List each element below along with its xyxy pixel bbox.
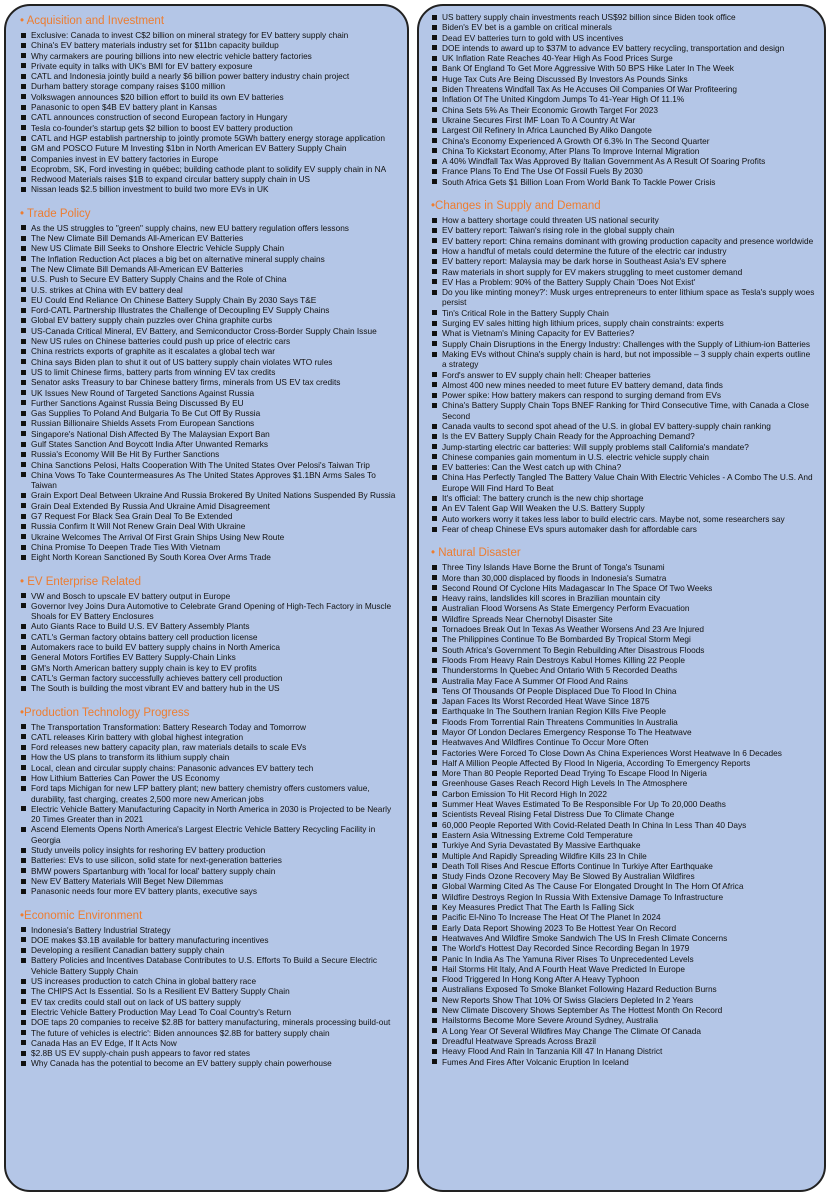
headline-item: Supply Chain Disruptions in the Energy Industry: Challenges with the Supply of Lithium-ion Batteries bbox=[431, 339, 816, 349]
headline-item: Local, clean and circular supply chains: Panasonic advances EV battery tech bbox=[20, 763, 401, 773]
headline-item: U.S. Push to Secure EV Battery Supply Chains and the Role of China bbox=[20, 274, 401, 284]
headline-item: Floods From Heavy Rain Destroys Kabul Homes Killing 22 People bbox=[431, 655, 816, 665]
headline-item: Key Measures Predict That The Earth Is Falling Sick bbox=[431, 902, 816, 912]
headline-item: Electric Vehicle Battery Production May Lead To Coal Country's Return bbox=[20, 1007, 401, 1017]
headline-item: Factories Were Forced To Close Down As China Experiences Worst Heatwave In 6 Decades bbox=[431, 748, 816, 758]
headline-item: Biden's EV bet is a gamble on critical minerals bbox=[431, 22, 816, 32]
production-technology-progress-section bbox=[20, 706, 401, 897]
headline-item: DOE taps 20 companies to receive $2.8B for battery manufacturing, minerals processing build-out bbox=[20, 1017, 401, 1027]
headline-item: Huge Tax Cuts Are Being Discussed By Investors As Pounds Sinks bbox=[431, 74, 816, 84]
headline-item: Half A Million People Affected By Flood In Nigeria, According To Emergency Reports bbox=[431, 758, 816, 768]
headline-item: EV battery report: Malaysia may be dark horse in Southeast Asia's EV sphere bbox=[431, 256, 816, 266]
headline-item: What is Vietnam's Mining Capacity for EV Batteries? bbox=[431, 328, 816, 338]
headline-item: Russia Confirm It Will Not Renew Grain Deal With Ukraine bbox=[20, 521, 401, 531]
headline-item: A 40% Windfall Tax Was Approved By Italian Government As A Result Of Soaring Profits bbox=[431, 156, 816, 166]
headline-item: Panasonic to open $4B EV battery plant in Kansas bbox=[20, 102, 401, 112]
headline-item: UK Inflation Rate Reaches 40-Year High As Food Prices Surge bbox=[431, 53, 816, 63]
headline-item: Multiple And Rapidly Spreading Wildfire Kills 23 In Chile bbox=[431, 851, 816, 861]
headline-item: US increases production to catch China in global battery race bbox=[20, 976, 401, 986]
headline-item: Canada Has an EV Edge, If It Acts Now bbox=[20, 1038, 401, 1048]
headline-item: Jump-starting electric car batteries: Will supply problems stall California's mandate? bbox=[431, 442, 816, 452]
section-heading: • Natural Disaster bbox=[431, 547, 521, 560]
headline-item: Ford releases new battery capacity plan, raw materials details to scale EVs bbox=[20, 742, 401, 752]
headline-item: Ukraine Welcomes The Arrival Of First Grain Ships Using New Route bbox=[20, 532, 401, 542]
headline-item: Bank Of England To Get More Aggressive With 50 BPS Hike Later In The Week bbox=[431, 63, 816, 73]
headline-item: Study Finds Ozone Recovery May Be Slowed By Australian Wildfires bbox=[431, 871, 816, 881]
headline-item: Tens Of Thousands Of People Displaced Due To Flood In China bbox=[431, 686, 816, 696]
headline-item: US battery supply chain investments reach US$92 billion since Biden took office bbox=[431, 12, 816, 22]
headline-item: It's official: The battery crunch is the new chip shortage bbox=[431, 493, 816, 503]
headline-item: Ecoprobm, SK, Ford investing in québec; building cathode plant to solidify EV supply chain in NA bbox=[20, 164, 401, 174]
headline-item: CATL's German factory successfully achieves battery cell production bbox=[20, 673, 401, 683]
headline-item: Power spike: How battery makers can respond to surging demand from EVs bbox=[431, 390, 816, 400]
headline-item: EV battery report: China remains dominant with growing production capacity and presence worldwide bbox=[431, 236, 816, 246]
headline-item: Australia May Face A Summer Of Flood And Rains bbox=[431, 676, 816, 686]
headline-item: More Than 80 People Reported Dead Trying To Escape Flood In Nigeria bbox=[431, 768, 816, 778]
headline-item: EV battery report: Taiwan's rising role in the global supply chain bbox=[431, 225, 816, 235]
headline-item: Russian Billionaire Shields Assets From European Sanctions bbox=[20, 418, 401, 428]
headline-item: CATL's German factory obtains battery cell production license bbox=[20, 632, 401, 642]
section-heading: •Economic Environment bbox=[20, 909, 143, 922]
headline-item: Heatwaves And Wildfire Smoke Sandwich The US In Fresh Climate Concerns bbox=[431, 933, 816, 943]
headline-item: Russia's Economy Will Be Hit By Further Sanctions bbox=[20, 449, 401, 459]
headline-item: Senator asks Treasury to bar Chinese battery firms, minerals from US EV tax credits bbox=[20, 377, 401, 387]
headline-item: Is the EV Battery Supply Chain Ready for the Approaching Demand? bbox=[431, 431, 816, 441]
headline-item: Heatwaves And Wildfires Continue To Occur More Often bbox=[431, 737, 816, 747]
headline-item: Developing a resilient Canadian battery supply chain bbox=[20, 945, 401, 955]
headline-item: The New Climate Bill Demands All-American EV Batteries bbox=[20, 233, 401, 243]
headline-item: Hail Storms Hit Italy, And A Fourth Heat Wave Predicted In Europe bbox=[431, 964, 816, 974]
headline-item: Largest Oil Refinery In Africa Launched By Aliko Dangote bbox=[431, 125, 816, 135]
headline-item: Nissan leads $2.5 billion investment to build two more EVs in UK bbox=[20, 184, 401, 194]
headline-item: Panic In India As The Yamuna River Rises To Unprecedented Levels bbox=[431, 954, 816, 964]
headline-item: Almost 400 new mines needed to meet future EV battery demand, data finds bbox=[431, 380, 816, 390]
headline-item: New US Climate Bill Seeks to Onshore Electric Vehicle Supply Chain bbox=[20, 243, 401, 253]
headline-item: US-Canada Critical Mineral, EV Battery, and Semiconductor Cross-Border Supply Chain Issue bbox=[20, 326, 401, 336]
headline-item: Panasonic needs four more EV battery plants, executive says bbox=[20, 886, 401, 896]
headline-item: Governor Ivey Joins Dura Automotive to Celebrate Grand Opening of High-Tech Factory in Muscle Shoals for EV Battery Enclosures bbox=[20, 601, 401, 622]
ev-enterprise-related-section bbox=[20, 575, 401, 694]
headline-item: Battery Policies and Incentives Database Contributes to U.S. Efforts To Build a Secure Electric Vehicle Battery Supply Chain bbox=[20, 955, 401, 976]
headline-item: Tornadoes Break Out In Texas As Weather Worsens And 23 Are Injured bbox=[431, 624, 816, 634]
headline-item: Private equity in talks with UK's BMI for EV battery exposure bbox=[20, 61, 401, 71]
section-heading: •Changes in Supply and Demand bbox=[431, 200, 601, 213]
section-heading: • Acquisition and Investment bbox=[20, 15, 165, 27]
headline-item: $2.8B US EV supply-chain push appears to favor red states bbox=[20, 1048, 401, 1058]
headline-list bbox=[20, 925, 401, 1069]
headline-item: New Reports Show That 10% Of Swiss Glaciers Depleted In 2 Years bbox=[431, 995, 816, 1005]
headline-item: As the US struggles to "green" supply chains, new EU battery regulation offers lessons bbox=[20, 223, 401, 233]
headline-item: Tesla co-founder's startup gets $2 billion to boost EV battery production bbox=[20, 123, 401, 133]
headline-item: Dead EV batteries turn to gold with US incentives bbox=[431, 33, 816, 43]
headline-item: China's Battery Supply Chain Tops BNEF Ranking for Third Consecutive Time, with Canada a Close Second bbox=[431, 400, 816, 421]
headline-item: More than 30,000 displaced by floods in Indonesia's Sumatra bbox=[431, 573, 816, 583]
headline-item: General Motors Fortifies EV Battery Supply-Chain Links bbox=[20, 652, 401, 662]
headline-item: China says Biden plan to shut it out of US battery supply chain violates WTO rules bbox=[20, 357, 401, 367]
headline-item: Biden Threatens Windfall Tax As He Accuses Oil Companies Of War Profiteering bbox=[431, 84, 816, 94]
headline-item: Wildfire Destroys Region In Russia With Extensive Damage To Infrastructure bbox=[431, 892, 816, 902]
headline-item: Ford's answer to EV supply chain hell: Cheaper batteries bbox=[431, 370, 816, 380]
headline-item: CATL and Indonesia jointly build a nearly $6 billion power battery industry chain project bbox=[20, 71, 401, 81]
headline-list bbox=[20, 722, 401, 897]
headline-item: Inflation Of The United Kingdom Jumps To 41-Year High Of 11.1% bbox=[431, 94, 816, 104]
headline-item: US to limit Chinese firms, battery parts from winning EV tax credits bbox=[20, 367, 401, 377]
headline-item: UK Issues New Round of Targeted Sanctions Against Russia bbox=[20, 388, 401, 398]
headline-item: Eastern Asia Witnessing Extreme Cold Temperature bbox=[431, 830, 816, 840]
headline-item: Companies invest in EV battery factories in Europe bbox=[20, 154, 401, 164]
headline-item: Automakers race to build EV battery supply chains in North America bbox=[20, 642, 401, 652]
headline-item: Ford-CATL Partnership Illustrates the Challenge of Decoupling EV Supply Chains bbox=[20, 305, 401, 315]
headline-item: Further Sanctions Against Russia Being Discussed By EU bbox=[20, 398, 401, 408]
headline-item: New EV Battery Materials Will Beget New Dilemmas bbox=[20, 876, 401, 886]
headline-item: Earthquake In The Southern Iranian Region Kills Five People bbox=[431, 706, 816, 716]
headline-item: The future of vehicles is electric': Biden announces $2.8B for battery supply chain bbox=[20, 1028, 401, 1038]
headline-item: Gulf States Sanction And Boycott India After Unwanted Remarks bbox=[20, 439, 401, 449]
headline-list bbox=[20, 223, 401, 563]
headline-item: Making EVs without China's supply chain is hard, but not impossible – 3 supply chain experts outline a strategy bbox=[431, 349, 816, 370]
headline-item: Indonesia's Battery Industrial Strategy bbox=[20, 925, 401, 935]
headline-item: EV Has a Problem: 90% of the Battery Supply Chain 'Does Not Exist' bbox=[431, 277, 816, 287]
headline-item: Ukraine Secures First IMF Loan To A Country At War bbox=[431, 115, 816, 125]
headline-item: The CHIPS Act Is Essential. So Is a Resilient EV Battery Supply Chain bbox=[20, 986, 401, 996]
headline-item: How the US plans to transform its lithium supply chain bbox=[20, 752, 401, 762]
headline-item: Fear of cheap Chinese EVs spurs automaker dash for affordable cars bbox=[431, 524, 816, 534]
headline-item: Volkswagen announces $20 billion effort to build its own EV batteries bbox=[20, 92, 401, 102]
headline-item: The South is building the most vibrant EV and battery hub in the US bbox=[20, 683, 401, 693]
headline-item: VW and Bosch to upscale EV battery output in Europe bbox=[20, 591, 401, 601]
headline-item: Global EV battery supply chain puzzles over China graphite curbs bbox=[20, 315, 401, 325]
headline-item: How Lithium Batteries Can Power the US Economy bbox=[20, 773, 401, 783]
headline-list bbox=[20, 591, 401, 694]
headline-item: China Promise To Deepen Trade Ties With Vietnam bbox=[20, 542, 401, 552]
section-heading: •Production Technology Progress bbox=[20, 706, 190, 719]
headline-item: DOE intends to award up to $37M to advance EV battery recycling, transportation and design bbox=[431, 43, 816, 53]
headline-item: BMW powers Spartanburg with 'local for local' battery supply chain bbox=[20, 866, 401, 876]
section-heading: • Trade Policy bbox=[20, 207, 91, 220]
headline-item: Surging EV sales hitting high lithium prices, supply chain constraints: experts bbox=[431, 318, 816, 328]
headline-item: The World's Hottest Day Recorded Since Recording Began In 1979 bbox=[431, 943, 816, 953]
headline-item: CATL and HGP establish partnership to jointly promote 5GWh battery energy storage application bbox=[20, 133, 401, 143]
headline-item: Hailstorms Become More Severe Around Sydney, Australia bbox=[431, 1015, 816, 1025]
continued-section bbox=[431, 12, 816, 187]
headline-item: Durham battery storage company raises $100 million bbox=[20, 81, 401, 91]
right-panel bbox=[417, 4, 826, 1192]
headline-item: Dreadful Heatwave Spreads Across Brazil bbox=[431, 1036, 816, 1046]
headline-item: Thunderstorms In Quebec And Ontario With 5 Recorded Deaths bbox=[431, 665, 816, 675]
section-heading: • EV Enterprise Related bbox=[20, 575, 142, 588]
headline-item: Gas Supplies To Poland And Bulgaria To Be Cut Off By Russia bbox=[20, 408, 401, 418]
headline-item: Ascend Elements Opens North America's Largest Electric Vehicle Battery Recycling Facility in Georgia bbox=[20, 824, 401, 845]
headline-item: Australians Exposed To Smoke Blanket Following Hazard Reduction Burns bbox=[431, 984, 816, 994]
headline-item: Summer Heat Waves Estimated To Be Responsible For Up To 20,000 Deaths bbox=[431, 799, 816, 809]
headline-item: Global Warming Cited As The Cause For Elongated Drought In The Horn Of Africa bbox=[431, 881, 816, 891]
changes-in-supply-and-demand-section bbox=[431, 199, 816, 534]
headline-item: Auto Giants Race to Build U.S. EV Battery Assembly Plants bbox=[20, 621, 401, 631]
headline-item: Three Tiny Islands Have Borne the Brunt of Tonga's Tsunami bbox=[431, 562, 816, 572]
headline-item: South Africa Gets $1 Billion Loan From World Bank To Tackle Power Crisis bbox=[431, 177, 816, 187]
headline-item: EU Could End Reliance On Chinese Battery Supply Chain By 2030 Says T&E bbox=[20, 295, 401, 305]
headline-item: Grain Deal Extended By Russia And Ukraine Amid Disagreement bbox=[20, 501, 401, 511]
headline-item: Chinese companies gain momentum in U.S. electric vehicle supply chain bbox=[431, 452, 816, 462]
headline-item: Second Round Of Cyclone Hits Madagascar In The Space Of Two Weeks bbox=[431, 583, 816, 593]
headline-item: CATL releases Kirin battery with global highest integration bbox=[20, 732, 401, 742]
headline-item: China To Kickstart Economy, After Plans To Improve Internal Migration bbox=[431, 146, 816, 156]
headline-item: Mayor Of London Declares Emergency Response To The Heatwave bbox=[431, 727, 816, 737]
headline-item: Heavy Flood And Rain In Tanzania Kill 47 In Hanang District bbox=[431, 1046, 816, 1056]
headline-item: Study unveils policy insights for reshoring EV battery production bbox=[20, 845, 401, 855]
headline-item: Greenhouse Gases Reach Record High Levels In The Atmosphere bbox=[431, 778, 816, 788]
headline-item: Electric Vehicle Battery Manufacturing Capacity in North America in 2030 is Projected to be Nearly 20 Times Greater than in 2021 bbox=[20, 804, 401, 825]
headline-item: CATL announces construction of second European factory in Hungary bbox=[20, 112, 401, 122]
headline-item: A Long Year Of Several Wildfires May Change The Climate Of Canada bbox=[431, 1026, 816, 1036]
headline-item: EV tax credits could stall out on lack of US battery supply bbox=[20, 997, 401, 1007]
headline-item: Batteries: EVs to use silicon, solid state for next-generation batteries bbox=[20, 855, 401, 865]
headline-item: An EV Talent Gap Will Weaken the U.S. Battery Supply bbox=[431, 503, 816, 513]
headline-item: France Plans To End The Use Of Fossil Fuels By 2030 bbox=[431, 166, 816, 176]
headline-item: China's EV battery materials industry set for $11bn capacity buildup bbox=[20, 40, 401, 50]
headline-item: GM's North American battery supply chain is key to EV profits bbox=[20, 663, 401, 673]
headline-item: China's Economy Experienced A Growth Of 6.3% In The Second Quarter bbox=[431, 136, 816, 146]
headline-item: Grain Export Deal Between Ukraine And Russia Brokered By United Nations Suspended By Russia bbox=[20, 490, 401, 500]
headline-item: The New Climate Bill Demands All-American EV Batteries bbox=[20, 264, 401, 274]
headline-item: Fumes And Fires After Volcanic Eruption In Iceland bbox=[431, 1057, 816, 1067]
headline-item: China Has Perfectly Tangled The Battery Value Chain With Electric Vehicles - A Combo The U.S. And Europe Will Find Hard To Beat bbox=[431, 472, 816, 493]
headline-item: Canada vaults to second spot ahead of the U.S. in global EV battery-supply chain ranking bbox=[431, 421, 816, 431]
headline-item: China Vows To Take Countermeasures As The United States Approves $1.1BN Arms Sales To Taiwan bbox=[20, 470, 401, 491]
headline-item: Wildfire Spreads Near Chernobyl Disaster Site bbox=[431, 614, 816, 624]
headline-item: Scientists Reveal Rising Fetal Distress Due To Climate Change bbox=[431, 809, 816, 819]
headline-item: Why Canada has the potential to become an EV battery supply chain powerhouse bbox=[20, 1058, 401, 1068]
headline-item: 60,000 People Reported With Covid-Related Death In China In Less Than 40 Days bbox=[431, 820, 816, 830]
headline-item: China Sets 5% As Their Economic Growth Target For 2023 bbox=[431, 105, 816, 115]
headline-item: China restricts exports of graphite as it escalates a global tech war bbox=[20, 346, 401, 356]
headline-item: Do you like minting money?': Musk urges entrepreneurs to enter lithium space as Tesla's supply woes persist bbox=[431, 287, 816, 308]
headline-item: Eight North Korean Sanctioned By South Korea Over Arms Trade bbox=[20, 552, 401, 562]
headline-item: Raw materials in short supply for EV makers struggling to meet customer demand bbox=[431, 267, 816, 277]
acquisition-and-investment-section bbox=[20, 14, 401, 195]
headline-item: EV batteries: Can the West catch up with China? bbox=[431, 462, 816, 472]
headline-list bbox=[431, 12, 816, 187]
headline-item: Floods From Torrential Rain Threatens Communities In Australia bbox=[431, 717, 816, 727]
headline-item: Tin's Critical Role in the Battery Supply Chain bbox=[431, 308, 816, 318]
headline-item: How a battery shortage could threaten US national security bbox=[431, 215, 816, 225]
headline-item: South Africa's Government To Begin Rebuilding After Disastrous Floods bbox=[431, 645, 816, 655]
headline-item: G7 Request For Black Sea Grain Deal To Be Extended bbox=[20, 511, 401, 521]
headline-item: Singapore's National Dish Affected By The Malaysian Export Ban bbox=[20, 429, 401, 439]
headline-item: The Transportation Transformation: Battery Research Today and Tomorrow bbox=[20, 722, 401, 732]
headline-item: Carbon Emission To Hit Record High In 2022 bbox=[431, 789, 816, 799]
headline-item: How a handful of metals could determine the future of the electric car industry bbox=[431, 246, 816, 256]
headline-item: Exclusive: Canada to invest C$2 billion on mineral strategy for EV battery supply chain bbox=[20, 30, 401, 40]
headline-list bbox=[20, 30, 401, 195]
headline-item: Flood Triggered In Hong Kong After A Heavy Typhoon bbox=[431, 974, 816, 984]
trade-policy-section bbox=[20, 207, 401, 563]
headline-item: Turkiye And Syria Devastated By Massive Earthquake bbox=[431, 840, 816, 850]
headline-item: The Philippines Continue To Be Bombarded By Tropical Storm Megi bbox=[431, 634, 816, 644]
headline-list bbox=[431, 215, 816, 534]
headline-item: The Inflation Reduction Act places a big bet on alternative mineral supply chains bbox=[20, 254, 401, 264]
natural-disaster-section bbox=[431, 546, 816, 1067]
headline-item: New US rules on Chinese batteries could push up price of electric cars bbox=[20, 336, 401, 346]
headline-item: New Climate Discovery Shows September As The Hottest Month On Record bbox=[431, 1005, 816, 1015]
left-panel bbox=[4, 4, 409, 1192]
headline-item: GM and POSCO Future M Investing $1bn in North American EV Battery Supply Chain bbox=[20, 143, 401, 153]
headline-item: Ford taps Michigan for new LFP battery plant; new battery chemistry offers customers value, durability, fast charging, creates 2,500 more new American jobs bbox=[20, 783, 401, 804]
headline-item: China Sanctions Pelosi, Halts Cooperation With The United States Over Pelosi's Taiwan Trip bbox=[20, 460, 401, 470]
headline-item: U.S. strikes at China with EV battery deal bbox=[20, 285, 401, 295]
headline-item: Why carmakers are pouring billions into new electric vehicle battery factories bbox=[20, 51, 401, 61]
headline-item: DOE makes $3.1B available for battery manufacturing incentives bbox=[20, 935, 401, 945]
headline-item: Auto workers worry it takes less labor to build electric cars. Maybe not, some researchers say bbox=[431, 514, 816, 524]
headline-item: Early Data Report Showing 2023 To Be Hottest Year On Record bbox=[431, 923, 816, 933]
headline-item: Heavy rains, landslides kill scores in Brazilian mountain city bbox=[431, 593, 816, 603]
headline-item: Pacific El-Nino To Increase The Heat Of The Planet In 2024 bbox=[431, 912, 816, 922]
headline-item: Death Toll Rises And Rescue Efforts Continue In Turkiye After Earthquake bbox=[431, 861, 816, 871]
headline-item: Australian Flood Worsens As State Emergency Perform Evacuation bbox=[431, 603, 816, 613]
headline-item: Japan Faces Its Worst Recorded Heat Wave Since 1875 bbox=[431, 696, 816, 706]
economic-environment-section bbox=[20, 909, 401, 1069]
headline-item: Redwood Materials raises $1B to expand circular battery supply chain in US bbox=[20, 174, 401, 184]
headline-list bbox=[431, 562, 816, 1067]
